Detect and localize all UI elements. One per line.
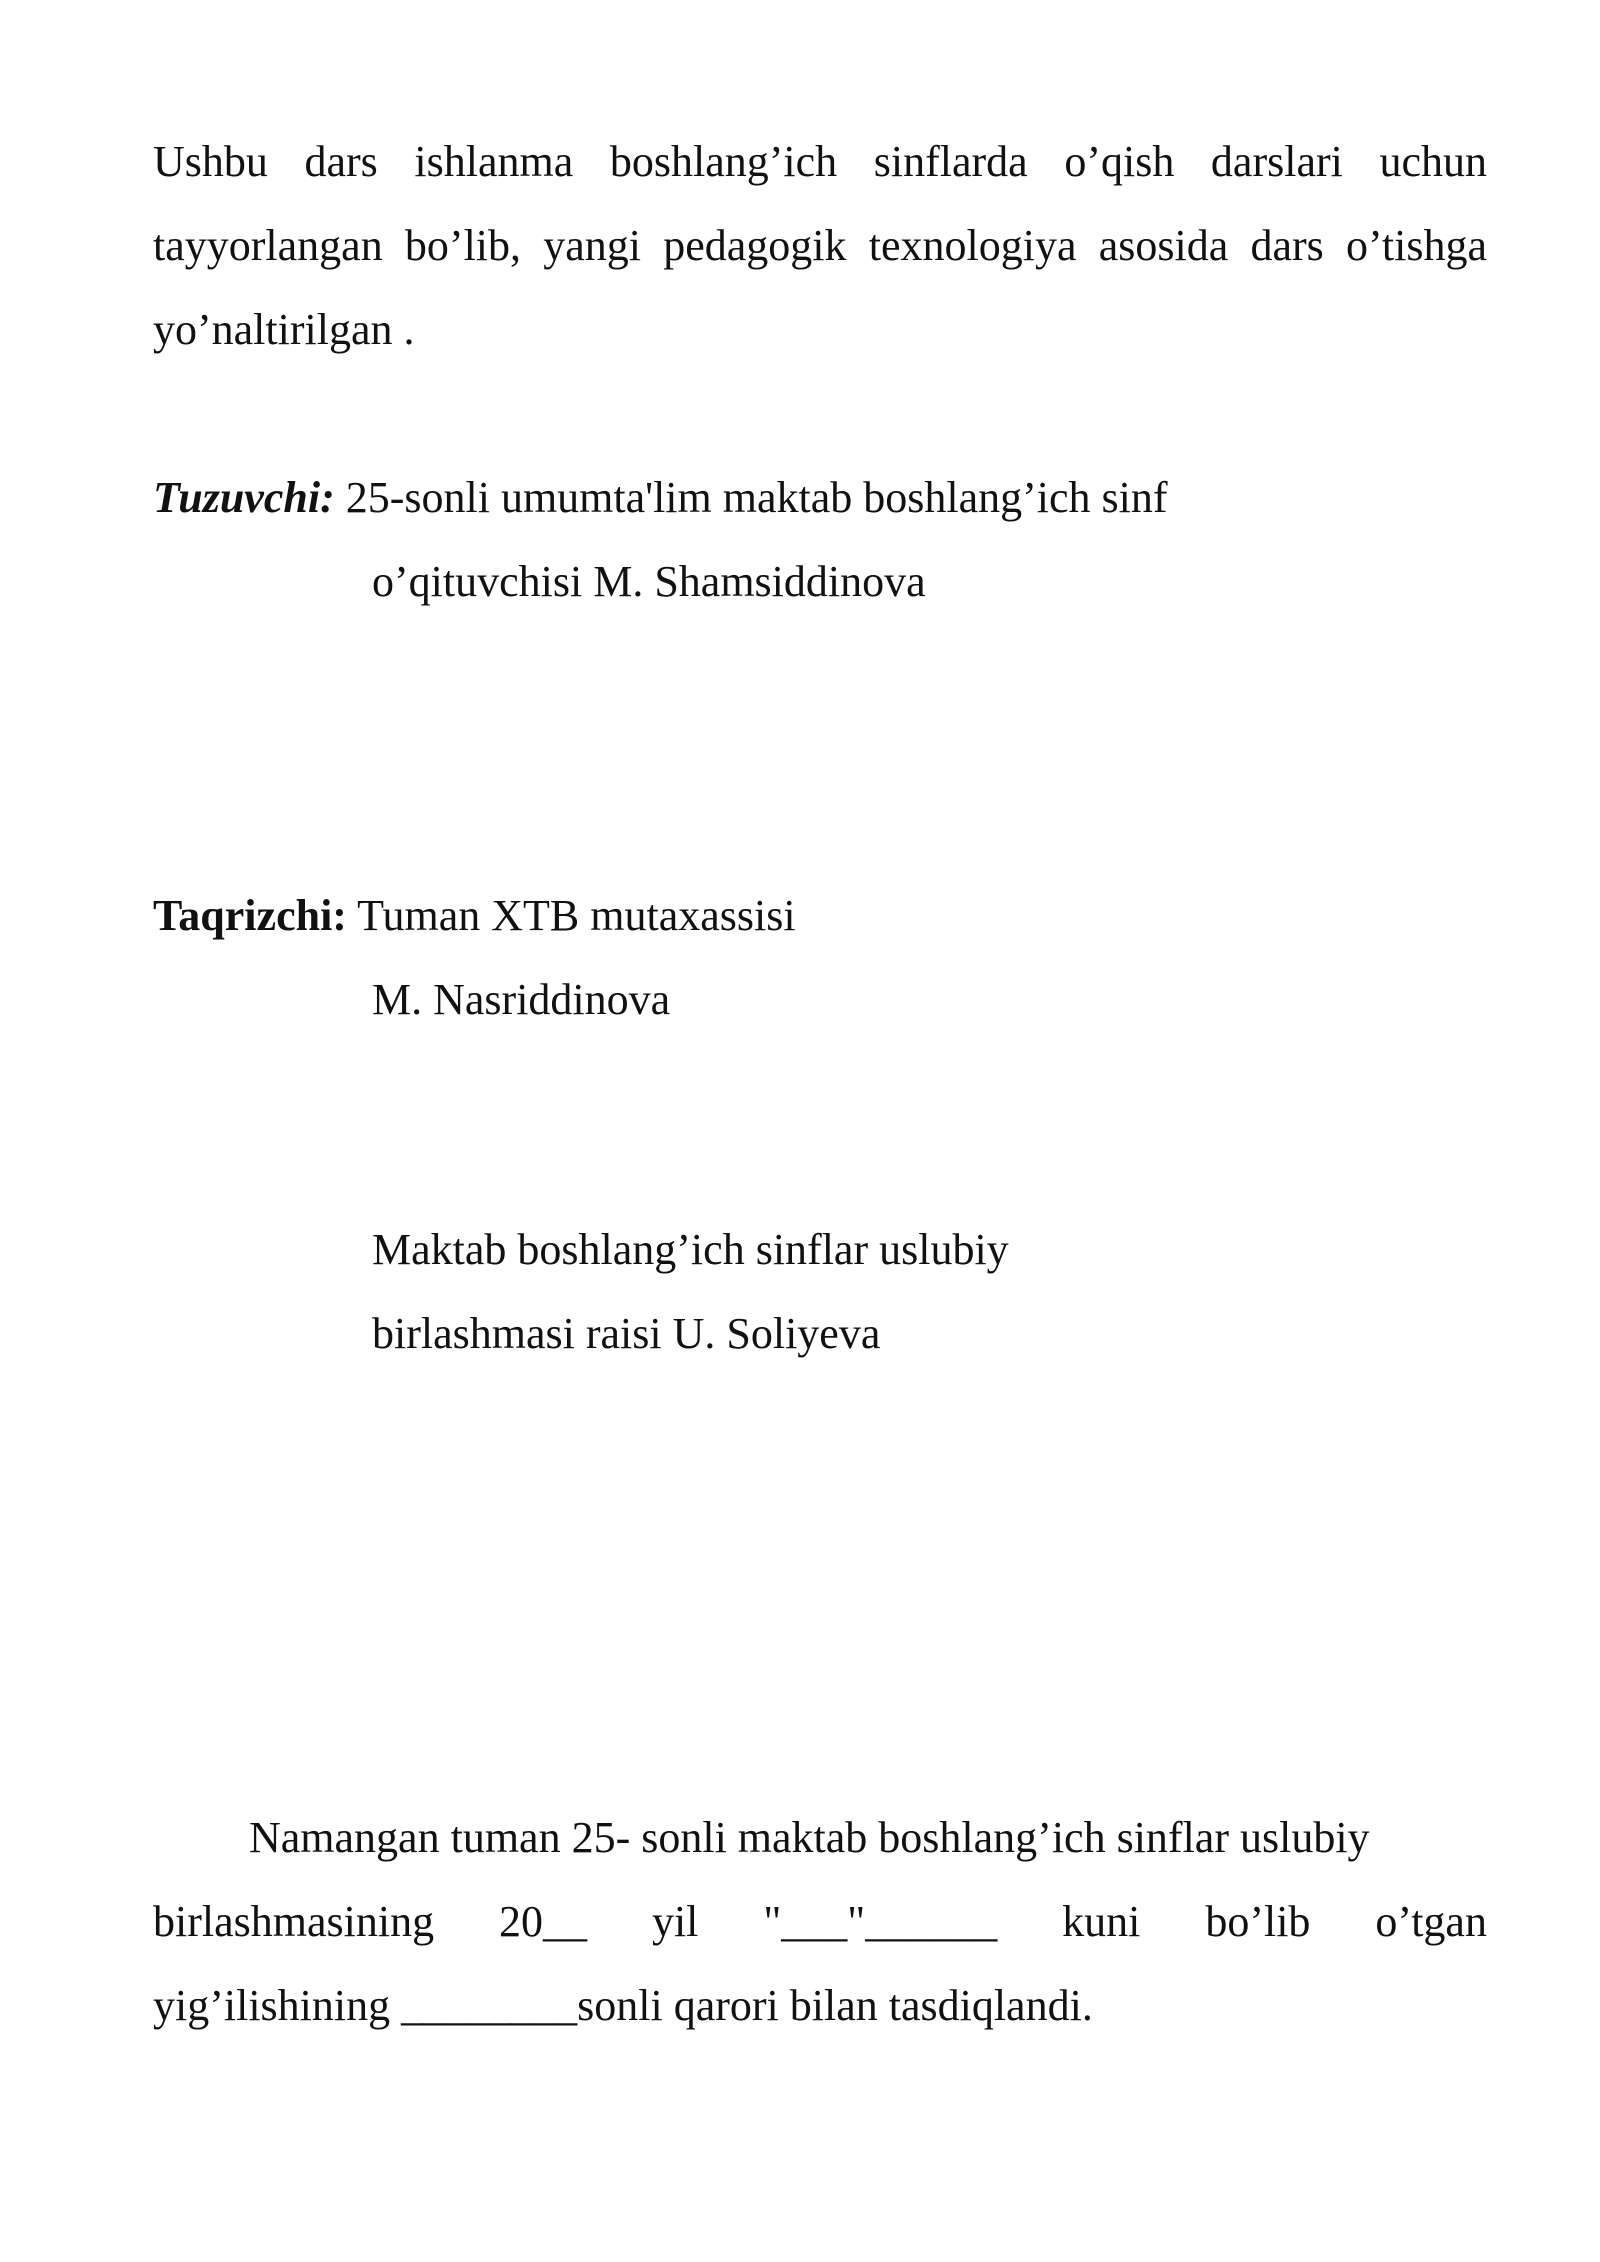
author-text-1: 25-sonli umumta'lim maktab boshlang’ich sinf: [334, 473, 1168, 522]
approval-word: 20__: [499, 1897, 588, 1946]
approval-word: "___"______: [763, 1897, 998, 1946]
approval-word: kuni: [1062, 1897, 1141, 1946]
approval-line-3: yig’ilishining ________sonli qarori bilan tasdiqlandi.: [153, 1981, 1093, 2030]
reviewer-label: Taqrizchi:: [153, 891, 347, 940]
author-line-2: o’qituvchisi M. Shamsiddinova: [372, 557, 926, 606]
reviewer-text-1: Tuman XTB mutaxassisi: [346, 891, 796, 940]
approval-word: bo’lib: [1205, 1897, 1311, 1946]
reviewer-line-1: [153, 874, 796, 958]
author-line-1: [153, 456, 1168, 540]
approval-line-2: [153, 1880, 1487, 1964]
approval-word: birlashmasining: [153, 1897, 435, 1946]
intro-paragraph: Ushbu dars ishlanma boshlang’ich sinflarda o’qish darslari uchun tayyorlangan bo’lib, yangi pedagogik texnologiya asosida dars o’tishga yo’naltirilgan .: [153, 137, 1487, 354]
approval-line-1: [153, 1796, 1487, 1880]
chair-line-2: birlashmasi raisi U. Soliyeva: [372, 1309, 881, 1358]
reviewer-line-2: M. Nasriddinova: [372, 975, 671, 1024]
approval-paragraph: [153, 1796, 1487, 2048]
chair-line-1: Maktab boshlang’ich sinflar uslubiy: [372, 1225, 1009, 1274]
approval-text-1: Namangan tuman 25- sonli maktab boshlang’ich sinflar uslubiy: [249, 1813, 1370, 1862]
approval-word: o’tgan: [1375, 1897, 1487, 1946]
author-label: Tuzuvchi:: [153, 473, 335, 522]
approval-word: yil: [651, 1897, 699, 1946]
